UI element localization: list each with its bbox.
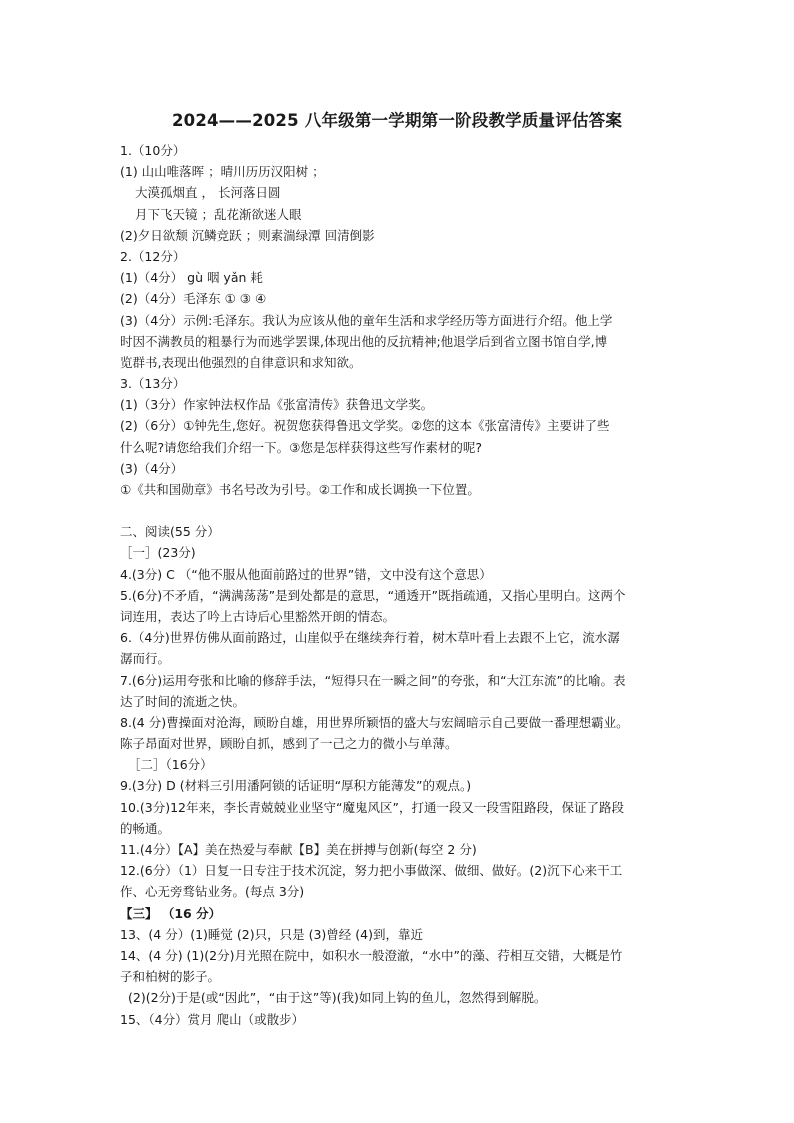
- answer-line: (3)（4分）示例:毛泽东。我认为应该从他的童年生活和求学经历等方面进行介绍。他上学: [120, 312, 613, 328]
- answer-line: 词连用，表达了吟上古诗后心里豁然开朗的情态。: [120, 608, 396, 624]
- answer-line: 作、心无旁骛钻业务。(每点 3分): [120, 884, 305, 900]
- answer-line: 15、（4分）赏月 爬山（或散步）: [120, 1011, 305, 1027]
- answer-line: 9.(3分) D (材料三引用潘阿锁的话证明“厚积方能薄发”的观点。): [120, 778, 472, 794]
- spacer: [120, 500, 690, 521]
- answer-line: 潺而行。: [120, 651, 171, 667]
- answer-line: 12.(6分）（1）日复一日专注于技术沉淀，努力把小事做深、做细、做好。(2)沉下心来干工: [120, 863, 623, 879]
- answer-line: ①《共和国勋章》书名号改为引号。②工作和成长调换一下位置。: [120, 482, 480, 497]
- answer-line: (1)（3分）作家钟法权作品《张富清传》获鲁迅文学奖。: [120, 397, 434, 413]
- answer-line: 览群书,表现出他强烈的自律意识和求知欲。: [120, 354, 362, 370]
- answer-line: (2)(2分)于是(或“因此”，“由于这”等)(我)如同上钩的鱼儿，忽然得到解脱。: [128, 990, 547, 1006]
- answer-line: 6.（4分)世界仿佛从面前路过，山崖似乎在继续奔行着，树木草叶看上去跟不上它，流水潺: [120, 630, 620, 646]
- section-1-heading: 1.（10分）: [120, 143, 186, 158]
- answer-line: 10.(3分)12年来，李长青兢兢业业坚守“魔鬼风区”，打通一段又一段雪阻路段，保证了路段: [120, 799, 624, 815]
- answer-line: 5.(6分)不矛盾，“满满荡荡”是到处都是的意思，“通透开”既指疏通，又指心里明白。这两个: [120, 587, 626, 603]
- section-3-heading: 3.（13分）: [120, 376, 186, 392]
- answer-line: 子和柏树的影子。: [120, 969, 221, 985]
- answer-line: 达了时间的流逝之快。: [120, 693, 246, 709]
- subsection-1-heading: ［一］(23分): [120, 545, 196, 561]
- answer-line: (2)（6分）①钟先生,您好。祝贺您获得鲁迅文学奖。②您的这本《张富清传》主要讲了些: [120, 418, 610, 434]
- answer-line: 月下飞天镜 ；乱花渐欲迷人眼: [135, 206, 302, 222]
- page-title: 2024——2025 八年级第一学期第一阶段教学质量评估答案: [171, 111, 623, 130]
- answer-line: (2)（4分）毛泽东 ① ③ ④: [120, 291, 267, 307]
- reading-section-heading: 二、阅读(55 分）: [120, 524, 220, 540]
- answer-line: 14、(4 分) (1)(2分)月光照在院中，如积水一般澄澈，“水中”的藻、荇相互交错，大概是竹: [120, 947, 623, 963]
- subsection-2-heading: ［二］（16分）: [128, 757, 213, 773]
- answer-line: 13、(4 分）(1)睡觉 (2)只，只是 (3)曾经 (4)到，靠近: [120, 926, 423, 942]
- answer-line: 11.(4分）【A】美在热爱与奉献【B】美在拼搏与创新(每空 2 分): [120, 842, 477, 857]
- answer-line: 8.(4 分)曹操面对沧海，顾盼自雄，用世界所颖悟的盛大与宏阔暗示自己要做一番理想霸业。: [120, 714, 629, 730]
- answer-line: 陈子昂面对世界，顾盼自抓，感到了一己之力的微小与单薄。: [120, 736, 458, 752]
- answer-line: 的畅通。: [120, 820, 171, 836]
- answer-line: (1)（4分） gù 咽 yǎn 耗: [120, 270, 263, 286]
- answer-line: 什么呢?请您给我们介绍一下。③您是怎样获得这些写作素材的呢?: [120, 439, 482, 455]
- answer-content: [120, 140, 690, 1030]
- answer-line: (3)（4分）: [120, 460, 184, 476]
- answer-line: 时因不满教员的粗暴行为而逃学罢课,体现出他的反抗精神;他退学后到省立图书馆自学,博: [120, 333, 608, 349]
- answer-line: 大漠孤烟直 ， 长河落日圆: [135, 185, 281, 201]
- subsection-3-heading: 【三】 （16 分）: [120, 905, 222, 921]
- answer-line: 7.(6分)运用夸张和比喻的修辞手法，“短得只在一瞬之间”的夸张，和“大江东流”的比喻。表: [120, 672, 626, 688]
- answer-line: (1) 山山唯落晖 ；晴川历历汉阳树 ；: [120, 164, 325, 180]
- answer-line: (2)夕日欲颓 沉鳞竞跃 ；则素湍绿潭 回清倒影: [120, 227, 375, 243]
- answer-line: 4.(3分) C （“他不服从他面前路过的世界”错，文中没有这个意思）: [120, 566, 492, 582]
- section-2-heading: 2.（12分）: [120, 248, 186, 264]
